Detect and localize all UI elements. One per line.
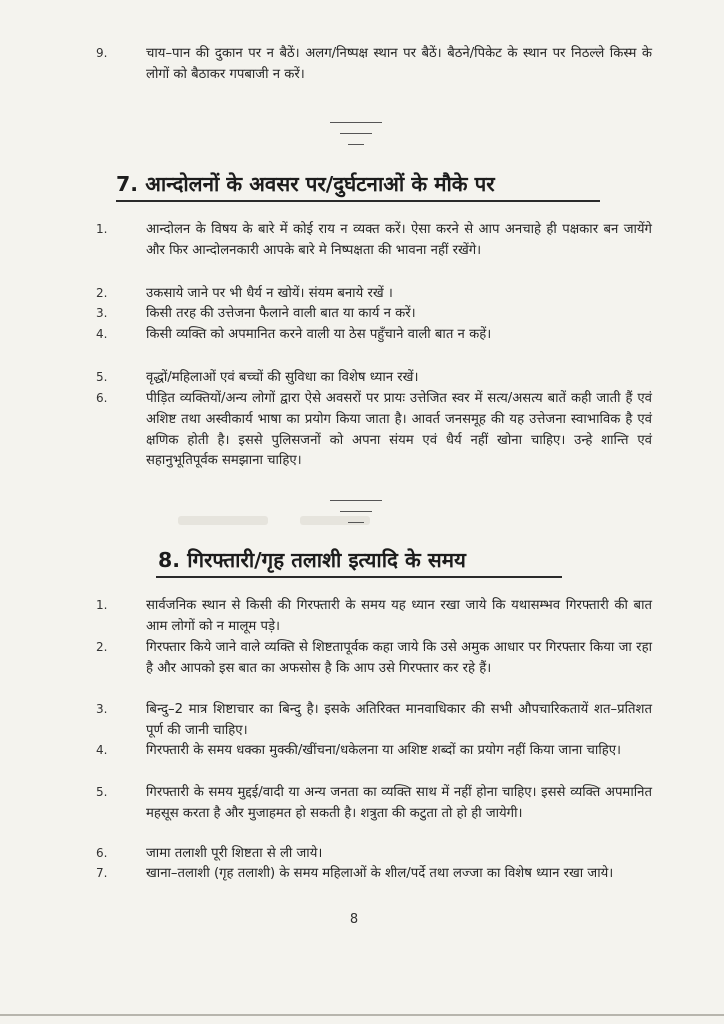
item-number: 1. — [96, 598, 108, 612]
item-number: 2. — [96, 640, 108, 654]
list-item — [96, 700, 656, 742]
list-item — [96, 284, 656, 305]
item-number: 4. — [96, 743, 108, 757]
page-number: 8 — [349, 912, 359, 927]
list-item — [96, 368, 656, 389]
item-text: गिरफ्तार किये जाने वाले व्यक्ति से शिष्टतापूर्वक कहा जाये कि उसे अमुक आधार पर गिरफ्तार किया जा रहा है और आपको इस बात का अफसोस है कि आप उसे गिरफ्तार कर रहे हैं। — [146, 640, 652, 676]
bleed-through-mark — [300, 516, 370, 525]
separator-dash — [340, 133, 372, 134]
item-text: किसी तरह की उत्तेजना फैलाने वाली बात या कार्य न करें। — [146, 306, 416, 321]
item-number: 4. — [96, 327, 108, 341]
separator-dash — [330, 122, 382, 123]
item-text: बिन्दु–2 मात्र शिष्टाचार का बिन्दु है। इसके अतिरिक्त मानवाधिकार की सभी औपचारिकतायें शत–प्रतिशत पूर्ण की जानी चाहिए। — [146, 702, 652, 738]
list-item — [96, 783, 656, 825]
item-number: 9. — [96, 46, 108, 60]
list-item — [96, 864, 656, 885]
section-8-heading: 8. गिरफ्तारी/गृह तलाशी इत्यादि के समय — [158, 548, 466, 572]
separator-dash — [348, 144, 364, 145]
item-text: सार्वजनिक स्थान से किसी की गिरफ्तारी के समय यह ध्यान रखा जाये कि यथासम्भव गिरफ्तारी की बात आम लोगों को न मालूम पड़े। — [146, 598, 652, 634]
list-item — [96, 741, 656, 762]
list-item — [96, 325, 656, 346]
list-item — [96, 389, 656, 472]
item-text: किसी व्यक्ति को अपमानित करने वाली या ठेस पहुँचाने वाली बात न कहें। — [146, 327, 492, 342]
item-text: पीड़ित व्यक्तियों/अन्य लोगों द्वारा ऐसे अवसरों पर प्रायः उत्तेजित स्वर में सत्य/असत्य बातें कही जाती हैं एवं अशिष्ट तथा अस्वीकार्य भाषा का प्रयोग किया जाता है। आवर्त जनसमूह की यह उत्तेजना स्वाभाविक है एवं क्षणिक होती है। इससे पुलिसजनों को अपना संयम एवं धैर्य नहीं खोना चाहिए। उन्हे शान्ति एवं सहानुभूतिपूर्वक समझाना चाहिए। — [146, 391, 652, 469]
scan-edge — [0, 1014, 724, 1016]
list-item — [96, 304, 656, 325]
list-item — [96, 596, 656, 638]
separator-dash — [340, 511, 372, 512]
item-text: गिरफ्तारी के समय मुद्दई/वादी या अन्य जनता का व्यक्ति साथ में नहीं होना चाहिए। इससे व्यक्ति अपमानित महसूस करता है और मुजाहमत हो सकती है। शत्रुता की कटुता तो हो ही जायेगी। — [146, 785, 652, 821]
item-number: 2. — [96, 286, 108, 300]
list-item — [96, 638, 656, 680]
item-text: जामा तलाशी पूरी शिष्टता से ली जाये। — [146, 846, 323, 861]
item-number: 1. — [96, 222, 108, 236]
item-text: वृद्धों/महिलाओं एवं बच्चों की सुविधा का विशेष ध्यान रखें। — [146, 370, 419, 385]
heading-underline — [156, 576, 562, 578]
item-text: खाना–तलाशी (गृह तलाशी) के समय महिलाओं के शील/पर्दे तथा लज्जा का विशेष ध्यान रखा जाये। — [146, 866, 614, 881]
heading-underline — [116, 200, 600, 202]
item-number: 3. — [96, 702, 108, 716]
separator-dash — [330, 500, 382, 501]
list-item — [96, 220, 656, 262]
separator-dash — [348, 522, 364, 523]
item-number: 7. — [96, 866, 108, 880]
item-number: 3. — [96, 306, 108, 320]
list-item — [96, 844, 656, 865]
bleed-through-mark — [178, 516, 268, 525]
item-number: 5. — [96, 785, 108, 799]
item-number: 6. — [96, 391, 108, 405]
item-text: गिरफ्तारी के समय धक्का मुक्की/खींचना/धकेलना या अशिष्ट शब्दों का प्रयोग नहीं किया जाना चाहिए। — [146, 743, 622, 758]
section-7-heading: 7. आन्दोलनों के अवसर पर/दुर्घटनाओं के मौके पर — [116, 172, 495, 196]
item-number: 5. — [96, 370, 108, 384]
item-text: उकसाये जाने पर भी धैर्य न खोयें। संयम बनाये रखें । — [146, 286, 393, 301]
item-text: चाय–पान की दुकान पर न बैठें। अलग/निष्पक्ष स्थान पर बैठें। बैठने/पिकेट के स्थान पर निठल्ले किस्म के लोगों को बैठाकर गपबाजी न करें। — [146, 46, 652, 82]
item-number: 6. — [96, 846, 108, 860]
item-text: आन्दोलन के विषय के बारे में कोई राय न व्यक्त करें। ऐसा करने से आप अनचाहे ही पक्षकार बन जायेंगे और फिर आन्दोलनकारी आपके बारे मे निष्पक्षता की भावना नहीं रखेंगे। — [146, 222, 652, 258]
list-item — [96, 44, 656, 86]
